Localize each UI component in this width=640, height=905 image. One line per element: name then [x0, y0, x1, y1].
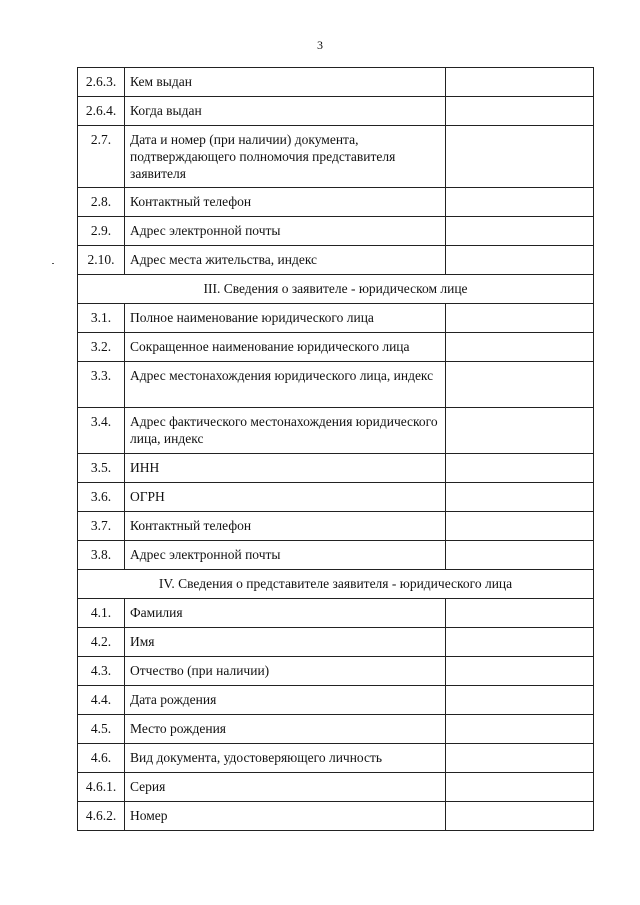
row-value-field[interactable]	[446, 97, 594, 126]
row-label: Адрес места жительства, индекс	[125, 246, 446, 275]
row-label: ОГРН	[125, 483, 446, 512]
application-form-table	[77, 67, 594, 831]
row-value-field[interactable]	[446, 408, 594, 454]
row-label: Когда выдан	[125, 97, 446, 126]
row-label: Контактный телефон	[125, 188, 446, 217]
section-heading-legal-entity: III. Сведения о заявителе - юридическом лице	[78, 275, 594, 304]
row-number: 3.8.	[78, 541, 125, 570]
row-value-field[interactable]	[446, 541, 594, 570]
table-row	[78, 744, 594, 773]
row-value-field[interactable]	[446, 483, 594, 512]
table-row	[78, 628, 594, 657]
row-value-field[interactable]	[446, 68, 594, 97]
row-value-field[interactable]	[446, 715, 594, 744]
table-row	[78, 304, 594, 333]
row-value-field[interactable]	[446, 454, 594, 483]
table-row	[78, 68, 594, 97]
table-row	[78, 126, 594, 188]
row-label: Кем выдан	[125, 68, 446, 97]
table-row	[78, 686, 594, 715]
row-value-field[interactable]	[446, 188, 594, 217]
row-label: Полное наименование юридического лица	[125, 304, 446, 333]
table-row	[78, 333, 594, 362]
row-label: Вид документа, удостоверяющего личность	[125, 744, 446, 773]
row-label: Адрес фактического местонахождения юридического лица, индекс	[125, 408, 446, 454]
table-row	[78, 512, 594, 541]
table-row	[78, 97, 594, 126]
row-label: Отчество (при наличии)	[125, 657, 446, 686]
row-label: Серия	[125, 773, 446, 802]
row-label: Имя	[125, 628, 446, 657]
row-value-field[interactable]	[446, 304, 594, 333]
row-value-field[interactable]	[446, 217, 594, 246]
row-number: 2.6.3.	[78, 68, 125, 97]
row-label: Номер	[125, 802, 446, 831]
row-value-field[interactable]	[446, 362, 594, 408]
row-value-field[interactable]	[446, 773, 594, 802]
row-number: 4.4.	[78, 686, 125, 715]
row-number: 2.10.	[78, 246, 125, 275]
row-number: 3.3.	[78, 362, 125, 408]
row-number: 3.7.	[78, 512, 125, 541]
row-value-field[interactable]	[446, 628, 594, 657]
table-row	[78, 246, 594, 275]
row-number: 2.8.	[78, 188, 125, 217]
row-value-field[interactable]	[446, 126, 594, 188]
row-value-field[interactable]	[446, 246, 594, 275]
table-row	[78, 802, 594, 831]
table-row	[78, 715, 594, 744]
row-label: Адрес электронной почты	[125, 541, 446, 570]
row-label: Контактный телефон	[125, 512, 446, 541]
row-number: 4.6.1.	[78, 773, 125, 802]
row-label: Адрес местонахождения юридического лица, индекс	[125, 362, 446, 408]
row-value-field[interactable]	[446, 744, 594, 773]
row-number: 3.2.	[78, 333, 125, 362]
table-row	[78, 599, 594, 628]
row-label: Дата рождения	[125, 686, 446, 715]
row-label: Место рождения	[125, 715, 446, 744]
row-number: 4.6.2.	[78, 802, 125, 831]
row-value-field[interactable]	[446, 333, 594, 362]
table-row	[78, 541, 594, 570]
page-number: 3	[317, 38, 323, 52]
row-value-field[interactable]	[446, 686, 594, 715]
row-number: 2.7.	[78, 126, 125, 188]
row-number: 3.5.	[78, 454, 125, 483]
table-row	[78, 657, 594, 686]
table-row	[78, 408, 594, 454]
row-value-field[interactable]	[446, 599, 594, 628]
table-row	[78, 188, 594, 217]
scan-artifact	[52, 263, 54, 264]
section-heading-representative: IV. Сведения о представителе заявителя - юридического лица	[78, 570, 594, 599]
row-value-field[interactable]	[446, 657, 594, 686]
row-number: 4.3.	[78, 657, 125, 686]
row-label: Фамилия	[125, 599, 446, 628]
row-value-field[interactable]	[446, 512, 594, 541]
table-row	[78, 773, 594, 802]
row-number: 3.6.	[78, 483, 125, 512]
row-number: 4.6.	[78, 744, 125, 773]
table-row	[78, 483, 594, 512]
row-label: Дата и номер (при наличии) документа, подтверждающего полномочия представителя заявителя	[125, 126, 446, 188]
section-header-row	[78, 275, 594, 304]
row-number: 4.5.	[78, 715, 125, 744]
row-number: 4.2.	[78, 628, 125, 657]
row-label: Сокращенное наименование юридического лица	[125, 333, 446, 362]
row-value-field[interactable]	[446, 802, 594, 831]
row-label: Адрес электронной почты	[125, 217, 446, 246]
row-number: 3.1.	[78, 304, 125, 333]
table-row	[78, 362, 594, 408]
row-number: 2.9.	[78, 217, 125, 246]
row-number: 2.6.4.	[78, 97, 125, 126]
row-number: 3.4.	[78, 408, 125, 454]
row-number: 4.1.	[78, 599, 125, 628]
table-row	[78, 217, 594, 246]
row-label: ИНН	[125, 454, 446, 483]
table-row	[78, 454, 594, 483]
section-header-row	[78, 570, 594, 599]
